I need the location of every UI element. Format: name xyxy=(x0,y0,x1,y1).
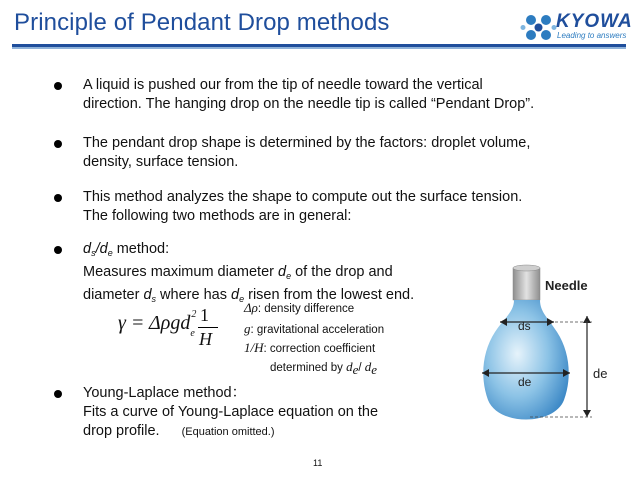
bullet-2-text xyxy=(83,134,603,172)
page-number: 11 xyxy=(313,458,323,468)
needle xyxy=(513,268,540,300)
drop-shape xyxy=(483,300,568,420)
bullet-5-line-2: Fits a curve of Young-Laplace equation on the xyxy=(83,404,379,420)
bullet-5-line-3: drop profile. (Equation omitted.) xyxy=(83,423,275,439)
bullet-1-line-1: A liquid is pushed our from the tip of needle toward the vertical xyxy=(83,77,483,93)
ds-label: ds xyxy=(518,319,531,333)
pendant-drop-diagram xyxy=(460,260,636,470)
de-inner-label: de xyxy=(518,375,532,389)
de-outer-label: de xyxy=(593,366,608,381)
bullet-4-line-1: $d_s/d_e$ method: xyxy=(83,241,170,258)
page-title: Principle of Pendant Drop methods xyxy=(14,9,390,36)
bullet-3-line-2: The following two methods are in general: xyxy=(83,208,352,224)
bullet-dot xyxy=(54,82,62,90)
legend-rho: Δρ: density difference xyxy=(244,300,355,315)
bullet-2-line-2: density, surface tension. xyxy=(83,154,239,170)
bullet-5-line-1: Young-Laplace method： xyxy=(83,385,247,401)
logo-name: KYOWA xyxy=(556,11,633,32)
bullet-1-line-2: direction. The hanging drop on the needle tip is called “Pendant Drop”. xyxy=(83,96,535,112)
formula-numerator: 1 xyxy=(200,305,209,325)
bullet-dot xyxy=(54,194,62,202)
bullet-3-line-1: This method analyzes the shape to compute out the surface tension. xyxy=(83,189,523,205)
bullet-dot xyxy=(54,390,62,398)
surface-tension-formula: γ = Δρgd$^2_e$ xyxy=(118,309,197,339)
fraction-bar xyxy=(198,327,218,328)
bullet-3-text xyxy=(83,188,603,226)
bullet-dot xyxy=(54,246,62,254)
bullet-2-line-1: The pendant drop shape is determined by the factors: droplet volume, xyxy=(83,135,531,151)
legend-g: g: gravitational acceleration xyxy=(244,321,385,336)
bullet-5-text xyxy=(83,384,463,442)
legend-h: 1/H: correction coefficient xyxy=(244,340,376,355)
bullet-4-line-3: diameter $d_s$ where has $d_e$ risen from the lowest end. xyxy=(83,287,415,304)
needle-label: Needle xyxy=(545,278,588,293)
bullet-4-line-2: Measures maximum diameter $d_e$ of the drop and xyxy=(83,264,393,281)
bullet-1-text xyxy=(83,76,603,114)
logo-tagline: Leading to answers xyxy=(557,31,627,40)
bullet-dot xyxy=(54,140,62,148)
formula-denominator: H xyxy=(199,329,212,349)
title-underline-light xyxy=(12,47,626,49)
legend-determined: determined by $d_e/$ $d_e$ xyxy=(270,359,378,378)
